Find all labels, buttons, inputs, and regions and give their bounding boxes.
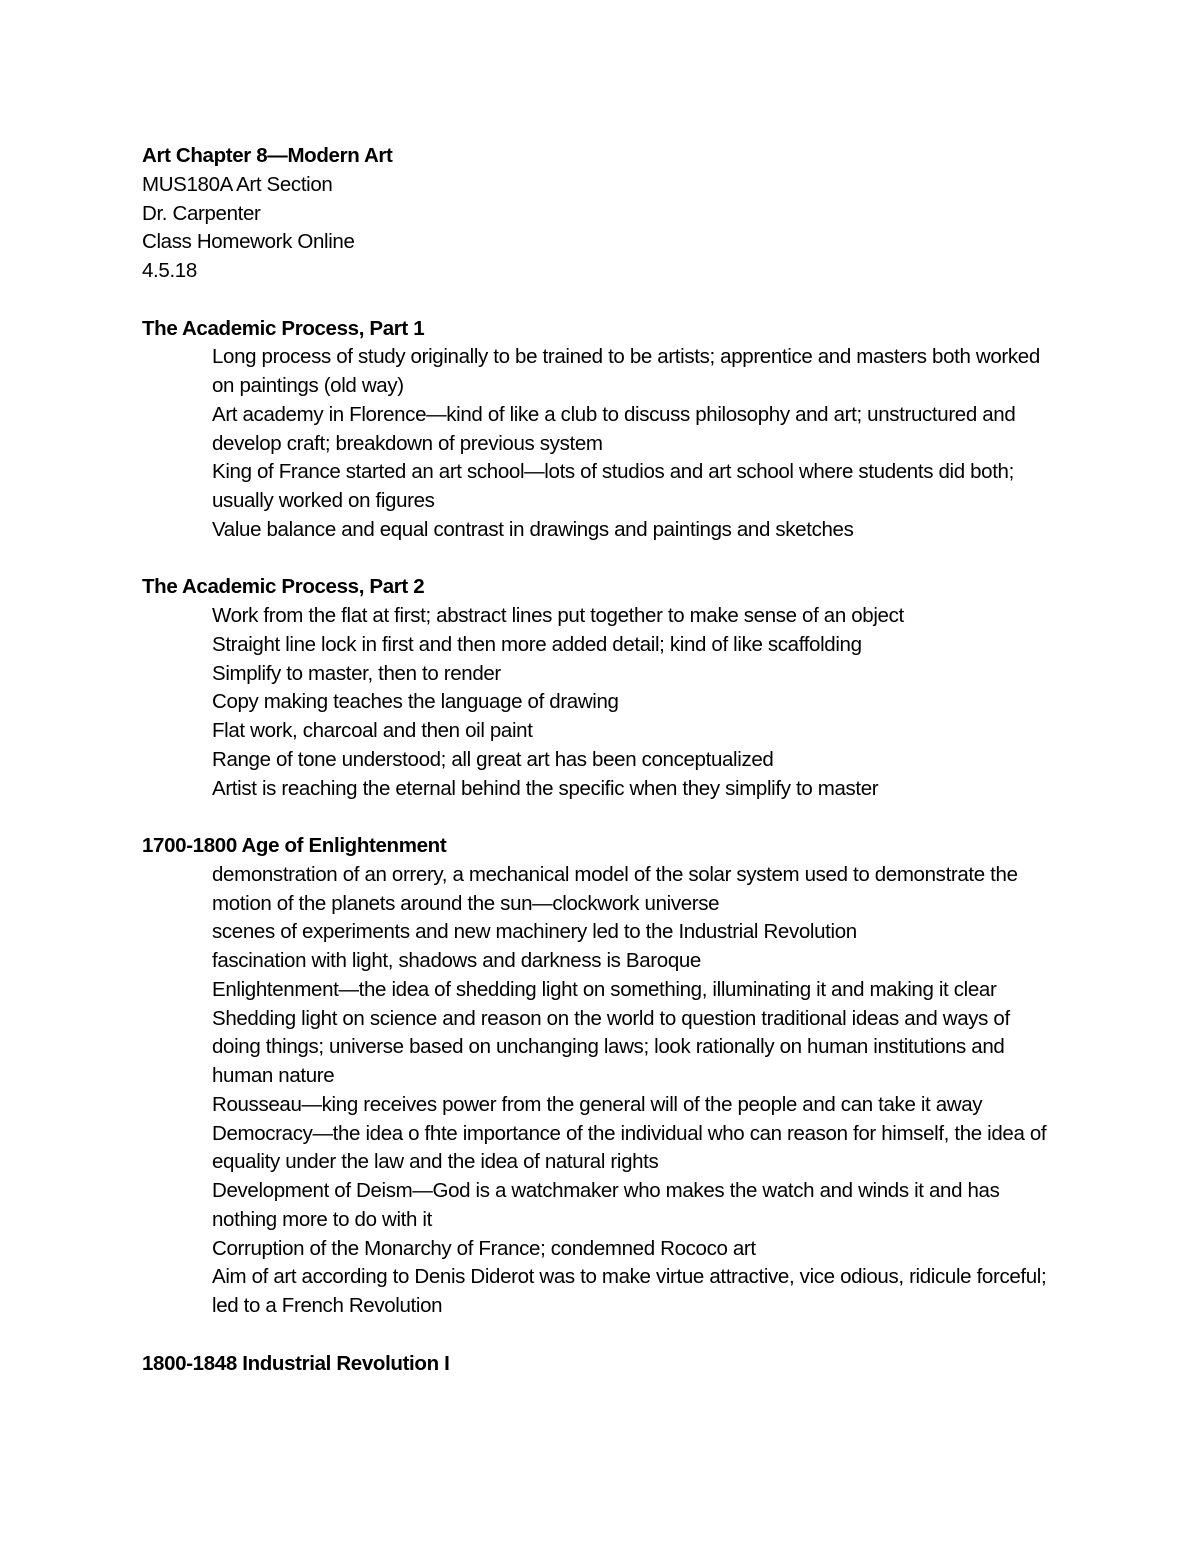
note-item: Art academy in Florence—kind of like a club to discuss philosophy and art; unstructured and develop craft; breakdown of previous system: [212, 402, 1016, 455]
spacer: [142, 1321, 1062, 1350]
note-item: Shedding light on science and reason on the world to question traditional ideas and ways of doing things; universe based on unchanging laws; look rationally on human institutions and human nature: [212, 1006, 1010, 1087]
note-item: Rousseau—king receives power from the general will of the people and can take it away: [212, 1092, 983, 1116]
note-item: demonstration of an orrery, a mechanical model of the solar system used to demonstrate the motion of the planets around the sun—clockwork universe: [212, 862, 1018, 915]
note-item: Democracy—the idea o fhte importance of the individual who can reason for himself, the idea of equality under the law and the idea of natural rights: [212, 1121, 1047, 1174]
note-item: Range of tone understood; all great art has been conceptualized: [212, 747, 774, 771]
document-body: [142, 142, 1062, 1378]
note-item: Value balance and equal contrast in drawings and paintings and sketches: [212, 517, 854, 541]
note-item: Work from the flat at first; abstract lines put together to make sense of an object: [212, 604, 904, 627]
section-notes: [212, 861, 1062, 1321]
date-line: 4.5.18: [142, 259, 197, 282]
note-item: Development of Deism—God is a watchmaker who makes the watch and winds it and has nothing more to do with it: [212, 1179, 1000, 1231]
section-heading: The Academic Process, Part 2: [142, 575, 425, 599]
note-item: Copy making teaches the language of drawing: [212, 690, 619, 714]
note-item: Aim of art according to Denis Diderot was to make virtue attractive, vice odious, ridicule forceful; led to a French Revolution: [212, 1265, 1047, 1317]
note-item: Corruption of the Monarchy of France; condemned Rococo art: [212, 1236, 756, 1260]
section-notes: [212, 343, 1062, 544]
assignment-line: Class Homework Online: [142, 230, 355, 254]
document-title: Art Chapter 8—Modern Art: [142, 144, 393, 167]
note-item: Long process of study originally to be trained to be artists; apprentice and masters both worked on paintings (old way): [212, 345, 1040, 397]
note-item: Simplify to master, then to render: [212, 661, 501, 685]
note-item: fascination with light, shadows and darkness is Baroque: [212, 949, 701, 972]
note-item: Flat work, charcoal and then oil paint: [212, 719, 533, 742]
spacer: [142, 803, 1062, 832]
note-item: scenes of experiments and new machinery led to the Industrial Revolution: [212, 920, 857, 944]
section-heading: The Academic Process, Part 1: [142, 316, 425, 340]
section-notes: [212, 602, 1062, 803]
note-item: Artist is reaching the eternal behind the specific when they simplify to master: [212, 776, 879, 800]
course-line: MUS180A Art Section: [142, 172, 333, 196]
note-item: King of France started an art school—lots of studios and art school where students did both; usually worked on figures: [212, 460, 1014, 512]
spacer: [142, 286, 1062, 315]
spacer: [142, 545, 1062, 574]
section-heading: 1800-1848 Industrial Revolution I: [142, 1351, 450, 1375]
instructor-line: Dr. Carpenter: [142, 201, 261, 225]
section-heading: 1700-1800 Age of Enlightenment: [142, 834, 447, 857]
note-item: Straight line lock in first and then more added detail; kind of like scaffolding: [212, 632, 862, 656]
note-item: Enlightenment—the idea of shedding light on something, illuminating it and making it clear: [212, 977, 997, 1001]
